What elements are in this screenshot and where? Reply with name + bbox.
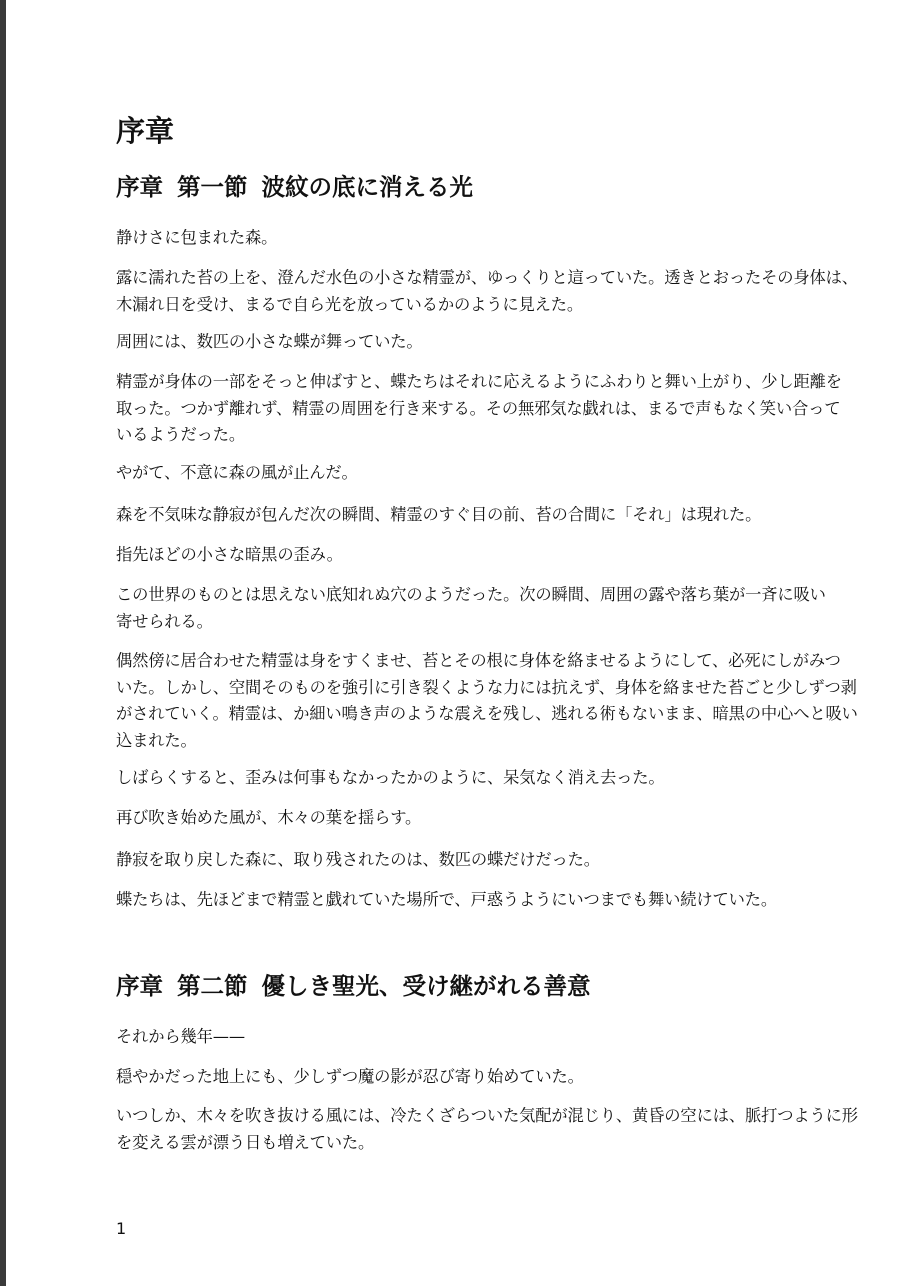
paragraph <box>116 502 828 529</box>
section-title-prefix: 序章 <box>116 972 163 1000</box>
text-line: 偶然傍に居合わせた精霊は身をすくませ、苔とその根に身体を絡ませるようにして、必死にしがみつ <box>116 651 841 670</box>
text-line: 寄せられる。 <box>116 611 213 631</box>
text-line: いつしか、木々を吹き抜ける風には、冷たくざらついた気配が混じり、黄昏の空には、脈打つように形 <box>116 1106 858 1125</box>
paragraph <box>116 369 842 449</box>
section-title-number: 第二節 <box>177 972 248 1000</box>
paragraph <box>116 329 828 356</box>
text-line: やがて、不意に森の風が止んだ。 <box>116 463 358 482</box>
paragraph <box>116 582 828 635</box>
paragraph <box>116 648 858 754</box>
chapter-title: 序章 <box>116 114 175 148</box>
paragraph <box>116 265 858 318</box>
text-line: 取った。つかず離れず、精霊の周囲を行き来する。その無邪気な戯れは、まるで声もなく笑い合って <box>116 398 841 418</box>
text-line: しばらくすると、歪みは何事もなかったかのように、呆気なく消え去った。 <box>116 768 665 787</box>
text-line: 指先ほどの小さな暗黒の歪み。 <box>116 545 343 564</box>
section-title-name: 波紋の底に消える光 <box>261 173 473 201</box>
text-line: 静寂を取り戻した森に、取り残されたのは、数匹の蝶だけだった。 <box>116 850 600 869</box>
paragraph <box>116 542 828 569</box>
text-line: がされていく。精霊は、か細い鳴き声のような震えを残し、逃れる術もないまま、暗黒の中心へと吸い <box>116 704 858 723</box>
text-line: この世界のものとは思えない底知れぬ穴のようだった。次の瞬間、周囲の露や落ち葉が一斉に吸い <box>116 585 826 604</box>
text-line: 精霊が身体の一部をそっと伸ばすと、蝶たちはそれに応えるようにふわりと舞い上がり、少し距離を <box>116 372 842 391</box>
paragraph <box>116 1103 858 1156</box>
paragraph <box>116 1064 828 1091</box>
section-title-1 <box>116 171 473 203</box>
text-line: 穏やかだった地上にも、少しずつ魔の影が忍び寄り始めていた。 <box>116 1067 584 1086</box>
text-line: いるようだった。 <box>116 425 246 444</box>
page-number: 1 <box>116 1219 127 1238</box>
paragraph <box>116 225 828 252</box>
paragraph <box>116 847 828 874</box>
section-title-name: 優しき聖光、受け継がれる善意 <box>261 972 591 1000</box>
text-line: 木漏れ日を受け、まるで自ら光を放っているかのように見えた。 <box>116 294 583 314</box>
text-line: 静けさに包まれた森。 <box>116 228 278 247</box>
text-line: 露に濡れた苔の上を、澄んだ水色の小さな精霊が、ゆっくりと這っていた。透きとおったその身体は、 <box>116 268 858 287</box>
text-line: 蝶たちは、先ほどまで精霊と戯れていた場所で、戸惑うようにいつまでも舞い続けていた。 <box>116 890 778 909</box>
section-title-2 <box>116 970 591 1002</box>
text-line: 森を不気味な静寂が包んだ次の瞬間、精霊のすぐ目の前、苔の合間に「それ」は現れた。 <box>116 505 762 524</box>
text-line: 込まれた。 <box>116 730 197 750</box>
text-line: それから幾年—— <box>116 1027 246 1046</box>
text-line: 再び吹き始めた風が、木々の葉を揺らす。 <box>116 808 422 827</box>
section-title-number: 第一節 <box>177 173 248 201</box>
paragraph <box>116 805 828 832</box>
text-line: を変える雲が漂う日も増えていた。 <box>116 1132 375 1152</box>
text-line: 周囲には、数匹の小さな蝶が舞っていた。 <box>116 332 423 351</box>
paragraph <box>116 1024 828 1051</box>
paragraph <box>116 887 828 914</box>
text-line: いた。しかし、空間そのものを強引に引き裂くような力には抗えず、身体を絡ませた苔ごと少しずつ剥 <box>116 677 857 697</box>
paragraph <box>116 765 828 792</box>
paragraph <box>116 460 828 487</box>
section-title-prefix: 序章 <box>116 173 163 201</box>
